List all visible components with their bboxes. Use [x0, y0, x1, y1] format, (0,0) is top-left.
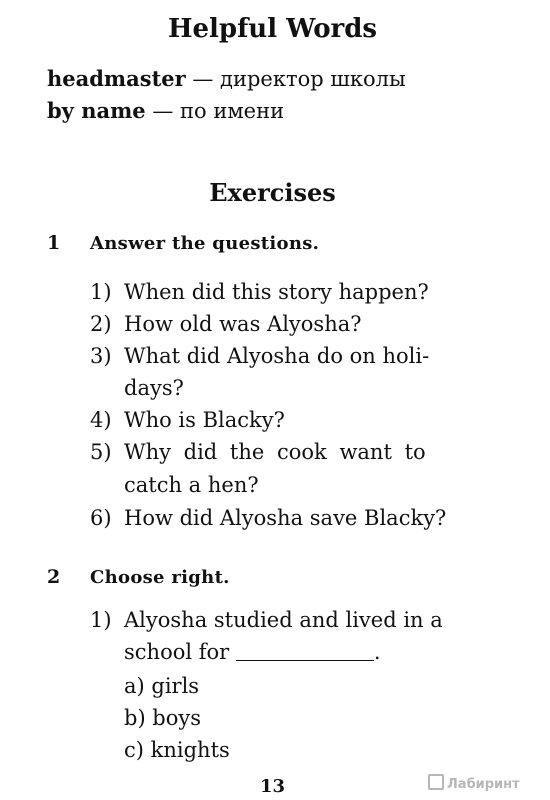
watermark-logo-icon	[428, 774, 444, 790]
option-item: b) boys	[124, 706, 202, 730]
question-item	[90, 344, 429, 368]
page-number: 13	[259, 776, 286, 797]
vocab-entry	[47, 98, 284, 123]
question-number: 1)	[90, 280, 112, 304]
option-item: a) girls	[124, 674, 200, 698]
question-text: How old was Alyosha?	[124, 312, 362, 336]
question-item	[90, 312, 362, 336]
watermark-text: Лабиринт	[447, 777, 520, 792]
question-item	[90, 408, 285, 432]
choice-item-number: 1)	[90, 608, 112, 632]
question-number: 4)	[90, 408, 112, 432]
question-item	[90, 506, 446, 530]
answer-blank	[236, 642, 374, 661]
exercise-heading: Choose right.	[90, 567, 230, 588]
section-title-helpful-words: Helpful Words	[167, 14, 378, 44]
choice-item-text: Alyosha studied and lived in a	[124, 608, 443, 632]
question-text: How did Alyosha save Blacky?	[124, 506, 447, 530]
vocab-translation: — по имени	[145, 99, 285, 123]
question-item	[90, 440, 426, 464]
vocab-translation: — директор школы	[185, 67, 406, 91]
exercise-number: 2	[47, 566, 61, 588]
vocab-term: by name	[47, 98, 146, 123]
question-item	[90, 280, 429, 304]
vocab-entry	[47, 66, 406, 91]
option-item: c) knights	[124, 738, 230, 762]
question-continuation: catch a hen?	[124, 473, 259, 497]
question-number: 6)	[90, 506, 112, 530]
question-text: What did Alyosha do on holi-	[124, 344, 430, 368]
question-number: 5)	[90, 440, 112, 464]
section-title-exercises: Exercises	[209, 178, 336, 207]
exercise-heading: Answer the questions.	[90, 233, 320, 254]
question-text: Why did the cook want to	[124, 440, 426, 464]
watermark	[428, 774, 520, 792]
question-text: When did this story happen?	[124, 280, 429, 304]
question-number: 3)	[90, 344, 112, 368]
choice-item-text: school for	[124, 640, 230, 664]
question-continuation: days?	[124, 376, 184, 400]
choice-item-period: .	[373, 640, 381, 664]
question-text: Who is Blacky?	[124, 408, 285, 432]
choice-item-continuation	[124, 640, 381, 664]
choice-item	[90, 608, 443, 632]
exercise-number: 1	[47, 232, 61, 254]
question-number: 2)	[90, 312, 112, 336]
vocab-term: headmaster	[47, 66, 186, 91]
